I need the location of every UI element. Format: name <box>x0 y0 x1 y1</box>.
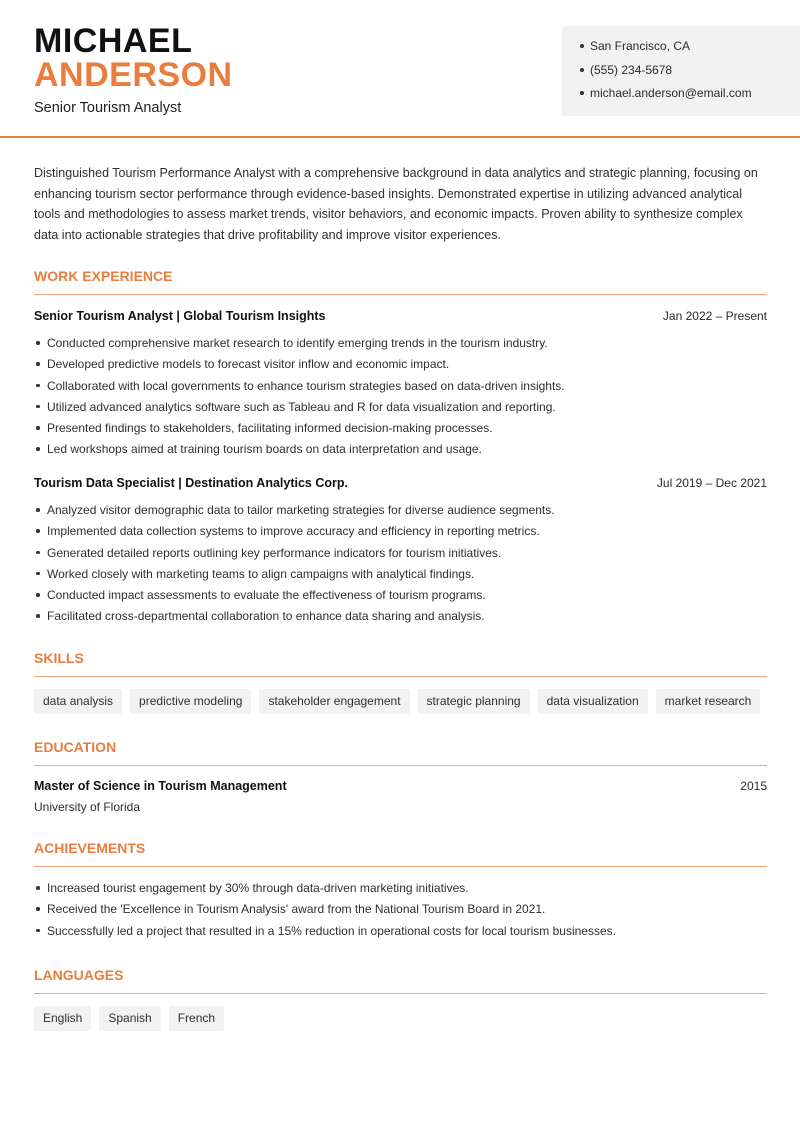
list-item: Analyzed visitor demographic data to tailor marketing strategies for diverse audience segments. <box>34 501 767 522</box>
list-item: Implemented data collection systems to improve accuracy and efficiency in reporting metrics. <box>34 522 767 543</box>
list-item: Facilitated cross-departmental collaboration to enhance data sharing and analysis. <box>34 607 767 628</box>
last-name: ANDERSON <box>34 56 233 94</box>
language-tag: English <box>34 1006 91 1031</box>
job-bullets <box>34 501 767 629</box>
list-item: Increased tourist engagement by 30% through data-driven marketing initiatives. <box>34 879 767 900</box>
list-item: Conducted comprehensive market research to identify emerging trends in the tourism industry. <box>34 334 767 355</box>
list-item: Presented findings to stakeholders, facilitating informed decision-making processes. <box>34 419 767 440</box>
skill-tag: stakeholder engagement <box>259 689 409 714</box>
section-title-achievements: ACHIEVEMENTS <box>34 839 767 867</box>
job-heading <box>34 476 767 494</box>
list-item: Successfully led a project that resulted in a 15% reduction in operational costs for local tourism businesses. <box>34 922 767 943</box>
list-item: Received the 'Excellence in Tourism Analysis' award from the National Tourism Board in 2021. <box>34 900 767 921</box>
skill-tag: strategic planning <box>418 689 530 714</box>
list-item: Worked closely with marketing teams to align campaigns with analytical findings. <box>34 565 767 586</box>
contact-location: San Francisco, CA <box>580 36 800 60</box>
skill-tag: data analysis <box>34 689 122 714</box>
language-tag: Spanish <box>99 1006 160 1031</box>
education-degree: Master of Science in Tourism Management <box>34 779 287 793</box>
skill-tag: market research <box>656 689 761 714</box>
job-role: Tourism Data Specialist | Destination Analytics Corp. <box>34 476 348 490</box>
job-bullets <box>34 334 767 462</box>
list-item: Utilized advanced analytics software such as Tableau and R for data visualization and reporting. <box>34 398 767 419</box>
list-item: Conducted impact assessments to evaluate the effectiveness of tourism programs. <box>34 586 767 607</box>
education-year: 2015 <box>740 779 767 793</box>
section-title-languages: LANGUAGES <box>34 966 767 994</box>
first-name: MICHAEL <box>34 22 193 60</box>
job-title: Senior Tourism Analyst <box>34 100 182 116</box>
skills-list <box>34 689 774 714</box>
skill-tag: predictive modeling <box>130 689 251 714</box>
contact-box <box>562 26 800 116</box>
list-item: Led workshops aimed at training tourism boards on data interpretation and usage. <box>34 440 767 461</box>
skill-tag: data visualization <box>538 689 648 714</box>
list-item: Generated detailed reports outlining key performance indicators for tourism initiatives. <box>34 544 767 565</box>
job-heading <box>34 309 767 327</box>
section-title-skills: SKILLS <box>34 649 767 677</box>
contact-email[interactable]: michael.anderson@email.com <box>580 83 800 107</box>
section-title-work: WORK EXPERIENCE <box>34 267 767 295</box>
education-school: University of Florida <box>34 800 141 814</box>
contact-phone: (555) 234-5678 <box>580 60 800 84</box>
job-dates: Jan 2022 – Present <box>662 309 767 323</box>
job-dates: Jul 2019 – Dec 2021 <box>656 476 767 490</box>
job-role: Senior Tourism Analyst | Global Tourism Insights <box>34 309 326 323</box>
languages-list <box>34 1006 774 1031</box>
list-item: Developed predictive models to forecast visitor inflow and economic impact. <box>34 355 767 376</box>
professional-summary: Distinguished Tourism Performance Analyst with a comprehensive background in data analytics and strategic planning, focusing on enhancing tourism sector performance through evidence-based insights. Demonstrated expertise in utilizing advanced analytical tools and methodologies to assess market trends, visitor behaviors, and economic impacts. Proven ability to synthesize complex data into actionable strategies that drive profitability and improve visitor experiences. <box>34 166 758 242</box>
list-item: Collaborated with local governments to enhance tourism strategies based on data-driven insights. <box>34 377 767 398</box>
achievements-list <box>34 879 767 943</box>
language-tag: French <box>169 1006 224 1031</box>
section-title-education: EDUCATION <box>34 738 767 766</box>
resume-header <box>0 0 800 138</box>
